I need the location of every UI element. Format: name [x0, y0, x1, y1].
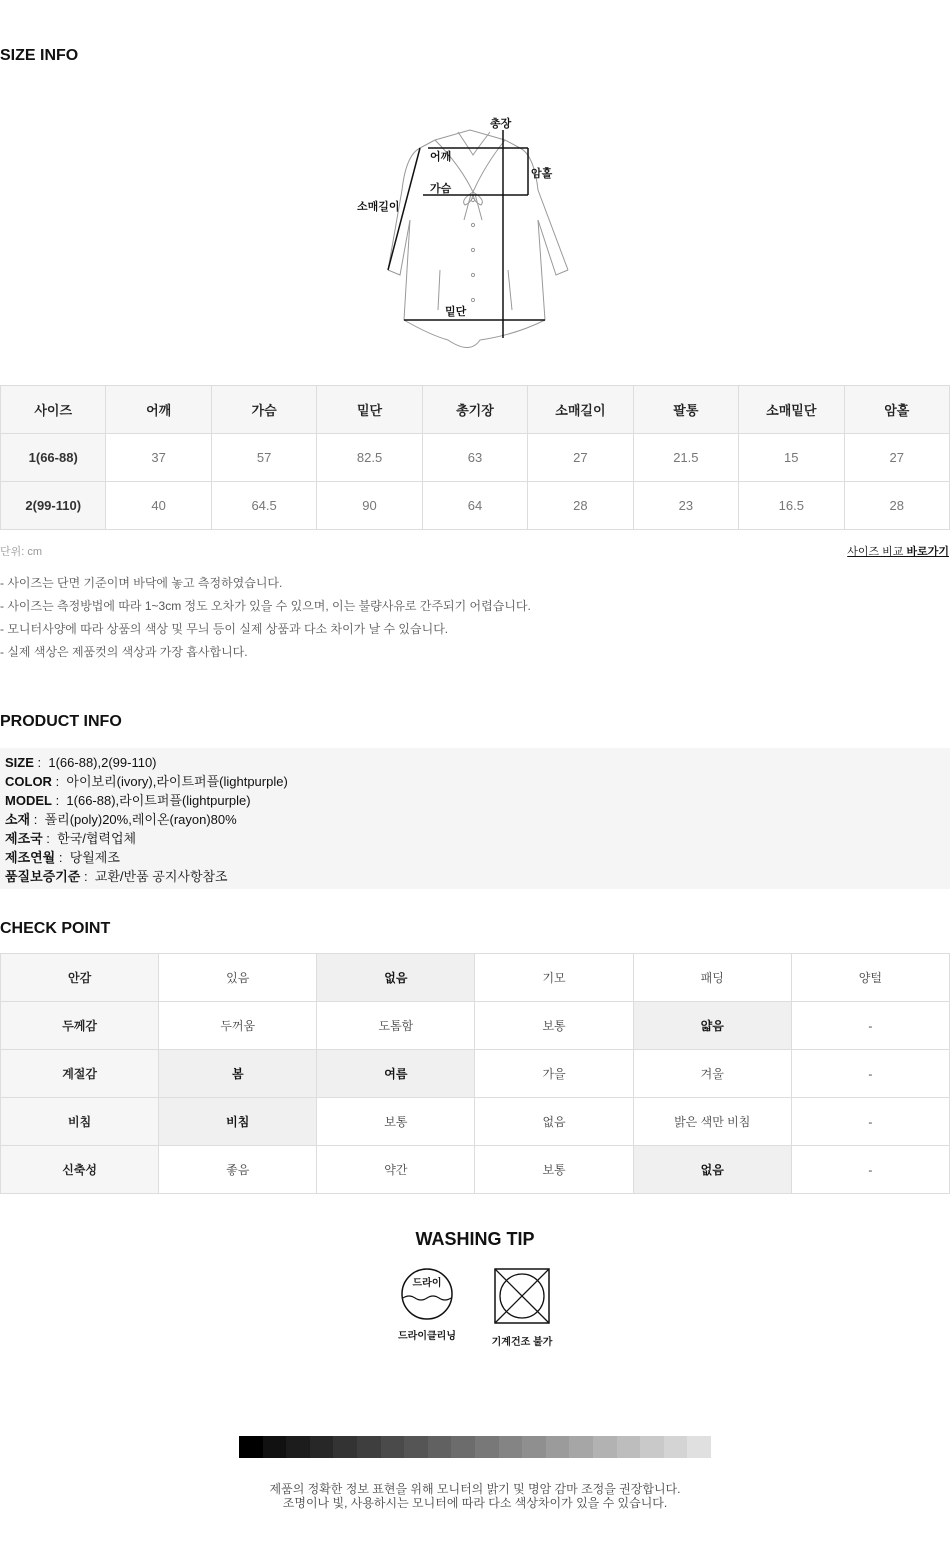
check-point-option: -	[791, 1050, 949, 1098]
size-cell: 64	[422, 482, 527, 530]
size-cell: 27	[528, 434, 633, 482]
product-info-key: COLOR	[5, 774, 52, 789]
check-point-label: 신축성	[1, 1146, 159, 1194]
check-point-option: 양털	[791, 954, 949, 1002]
dry-clean-symbol	[393, 1266, 461, 1342]
product-info-key: 소재	[5, 812, 31, 827]
product-info-row: COLOR : 아이보리(ivory),라이트퍼플(lightpurple)	[5, 774, 288, 789]
no-tumble-dry-caption: 기계건조 불가	[491, 1337, 553, 1348]
gamma-swatch	[263, 1436, 287, 1458]
gamma-swatch	[617, 1436, 641, 1458]
size-cell: 23	[633, 482, 738, 530]
product-info-key: SIZE	[5, 755, 34, 770]
chest-label: 가슴	[430, 183, 452, 195]
shoulder-label: 어깨	[430, 151, 452, 163]
check-point-option: 봄	[159, 1050, 317, 1098]
check-point-option: 보통	[475, 1146, 633, 1194]
no-tumble-dry-symbol	[488, 1266, 556, 1348]
size-notes	[0, 575, 531, 667]
size-row-label: 1(66-88)	[1, 434, 106, 482]
check-point-option: 기모	[475, 954, 633, 1002]
size-cell: 63	[422, 434, 527, 482]
gamma-gradient-strip	[239, 1436, 711, 1458]
size-diagram	[340, 110, 600, 360]
size-header-cell: 팔통	[633, 386, 738, 434]
check-point-row	[1, 954, 950, 1002]
gamma-swatch	[475, 1436, 499, 1458]
size-cell: 15	[739, 434, 844, 482]
compare-link-bold: 바로가기	[906, 546, 949, 558]
dry-clean-caption: 드라이클리닝	[398, 1331, 456, 1342]
product-info-key: 품질보증기준	[5, 869, 81, 884]
check-point-option: 보통	[475, 1002, 633, 1050]
size-cell: 21.5	[633, 434, 738, 482]
product-info-row: 품질보증기준 : 교환/반품 공지사항참조	[5, 869, 228, 884]
size-cell: 64.5	[211, 482, 316, 530]
sleeve-length-label: 소매길이	[357, 201, 400, 213]
check-point-label: 안감	[1, 954, 159, 1002]
size-header-cell: 소매길이	[528, 386, 633, 434]
check-point-option: 약간	[317, 1146, 475, 1194]
check-point-option: 두꺼움	[159, 1002, 317, 1050]
check-point-option: 있음	[159, 954, 317, 1002]
size-cell: 28	[844, 482, 950, 530]
washing-tip-title: WASHING TIP	[415, 1229, 535, 1249]
size-cell: 57	[211, 434, 316, 482]
size-table-header-row	[1, 386, 950, 434]
check-point-row	[1, 1146, 950, 1194]
gamma-swatch	[428, 1436, 452, 1458]
garment-diagram-illustration	[340, 110, 600, 360]
product-info-value: 교환/반품 공지사항참조	[94, 869, 228, 884]
note-item: - 사이즈는 측정방법에 따라 1~3cm 정도 오차가 있을 수 있으며, 이는 불량사유로 간주되기 어렵습니다.	[0, 599, 531, 613]
size-cell: 40	[106, 482, 211, 530]
gamma-swatch	[569, 1436, 593, 1458]
product-info-box	[0, 748, 950, 889]
size-header-cell: 사이즈	[1, 386, 106, 434]
check-point-row	[1, 1002, 950, 1050]
product-info-key: 제조국	[5, 831, 43, 846]
total-length-label: 총장	[490, 118, 512, 130]
armhole-label: 암홀	[531, 168, 553, 180]
check-point-option: -	[791, 1002, 949, 1050]
dry-clean-icon	[399, 1266, 455, 1320]
check-point-option: 보통	[317, 1098, 475, 1146]
gamma-note	[0, 1482, 950, 1510]
check-point-option: 겨울	[633, 1050, 791, 1098]
hem-label: 밑단	[445, 306, 467, 318]
size-cell: 37	[106, 434, 211, 482]
check-point-option: 비침	[159, 1098, 317, 1146]
product-info-key: 제조연월	[5, 850, 56, 865]
note-item: - 실제 색상은 제품컷의 색상과 가장 흡사합니다.	[0, 645, 248, 659]
check-point-option: -	[791, 1098, 949, 1146]
product-info-row: 제조연월 : 당월제조	[5, 850, 120, 865]
size-row-label: 2(99-110)	[1, 482, 106, 530]
gamma-note-line: 제품의 정확한 정보 표현을 위해 모니터의 밝기 및 명암 감마 조정을 권장합니다.	[269, 1482, 681, 1496]
no-tumble-dry-icon	[492, 1266, 552, 1326]
product-info-row: 제조국 : 한국/협력업체	[5, 831, 137, 846]
size-table-row	[1, 434, 950, 482]
gamma-swatch	[664, 1436, 688, 1458]
size-header-cell: 어깨	[106, 386, 211, 434]
size-cell: 28	[528, 482, 633, 530]
check-point-row	[1, 1050, 950, 1098]
product-info-title: PRODUCT INFO	[0, 713, 122, 730]
size-cell: 27	[844, 434, 950, 482]
compare-link-prefix: 사이즈 비교	[847, 546, 907, 558]
size-cell: 16.5	[739, 482, 844, 530]
gamma-swatch	[522, 1436, 546, 1458]
size-header-cell: 암홀	[844, 386, 950, 434]
product-info-value: 폴리(poly)20%,레이온(rayon)80%	[44, 812, 237, 827]
dry-symbol-text: 드라이	[412, 1278, 442, 1289]
product-info-row: 소재 : 폴리(poly)20%,레이온(rayon)80%	[5, 812, 237, 827]
gamma-swatch	[640, 1436, 664, 1458]
note-item: - 모니터사양에 따라 상품의 색상 및 무늬 등이 실제 상품과 다소 차이가 날 수 있습니다.	[0, 622, 449, 636]
product-info-value: 한국/협력업체	[57, 831, 137, 846]
note-item: - 사이즈는 단면 기준이며 바닥에 놓고 측정하였습니다.	[0, 576, 283, 590]
gamma-swatch	[286, 1436, 310, 1458]
gamma-swatch	[593, 1436, 617, 1458]
product-info-value: 1(66-88),2(99-110)	[48, 755, 157, 770]
gamma-swatch	[499, 1436, 523, 1458]
size-header-cell: 총기장	[422, 386, 527, 434]
check-point-option: 없음	[633, 1146, 791, 1194]
check-point-row	[1, 1098, 950, 1146]
size-cell: 82.5	[317, 434, 422, 482]
check-point-label: 계절감	[1, 1050, 159, 1098]
product-info-row: MODEL : 1(66-88),라이트퍼플(lightpurple)	[5, 793, 251, 808]
size-header-cell: 밑단	[317, 386, 422, 434]
size-table-row	[1, 482, 950, 530]
size-cell: 90	[317, 482, 422, 530]
check-point-table	[0, 953, 950, 1194]
product-info-value: 아이보리(ivory),라이트퍼플(lightpurple)	[66, 774, 288, 789]
check-point-option: 없음	[317, 954, 475, 1002]
check-point-title: CHECK POINT	[0, 920, 111, 937]
size-table	[0, 385, 950, 530]
size-info-title: SIZE INFO	[0, 47, 79, 64]
product-info-value: 당월제조	[69, 850, 120, 865]
check-point-option: -	[791, 1146, 949, 1194]
product-info-row: SIZE : 1(66-88),2(99-110)	[5, 755, 157, 770]
size-compare-link[interactable]	[847, 543, 949, 559]
unit-text: 단위: cm	[0, 546, 43, 558]
gamma-swatch	[404, 1436, 428, 1458]
check-point-option: 가을	[475, 1050, 633, 1098]
check-point-label: 비침	[1, 1098, 159, 1146]
gamma-swatch	[357, 1436, 381, 1458]
check-point-label: 두께감	[1, 1002, 159, 1050]
check-point-option: 패딩	[633, 954, 791, 1002]
gamma-swatch	[381, 1436, 405, 1458]
product-info-key: MODEL	[5, 793, 52, 808]
gamma-swatch	[546, 1436, 570, 1458]
product-info-value: 1(66-88),라이트퍼플(lightpurple)	[66, 793, 251, 808]
check-point-option: 여름	[317, 1050, 475, 1098]
gamma-swatch	[687, 1436, 711, 1458]
check-point-option: 얇음	[633, 1002, 791, 1050]
check-point-option: 도톰함	[317, 1002, 475, 1050]
gamma-swatch	[239, 1436, 263, 1458]
gamma-swatch	[451, 1436, 475, 1458]
check-point-option: 없음	[475, 1098, 633, 1146]
gamma-swatch	[333, 1436, 357, 1458]
gamma-note-line: 조명이나 빛, 사용하시는 모니터에 따라 다소 색상차이가 있을 수 있습니다.	[282, 1496, 668, 1510]
size-header-cell: 가슴	[211, 386, 316, 434]
size-header-cell: 소매밑단	[739, 386, 844, 434]
gamma-swatch	[310, 1436, 334, 1458]
check-point-option: 밝은 색만 비침	[633, 1098, 791, 1146]
check-point-option: 좋음	[159, 1146, 317, 1194]
